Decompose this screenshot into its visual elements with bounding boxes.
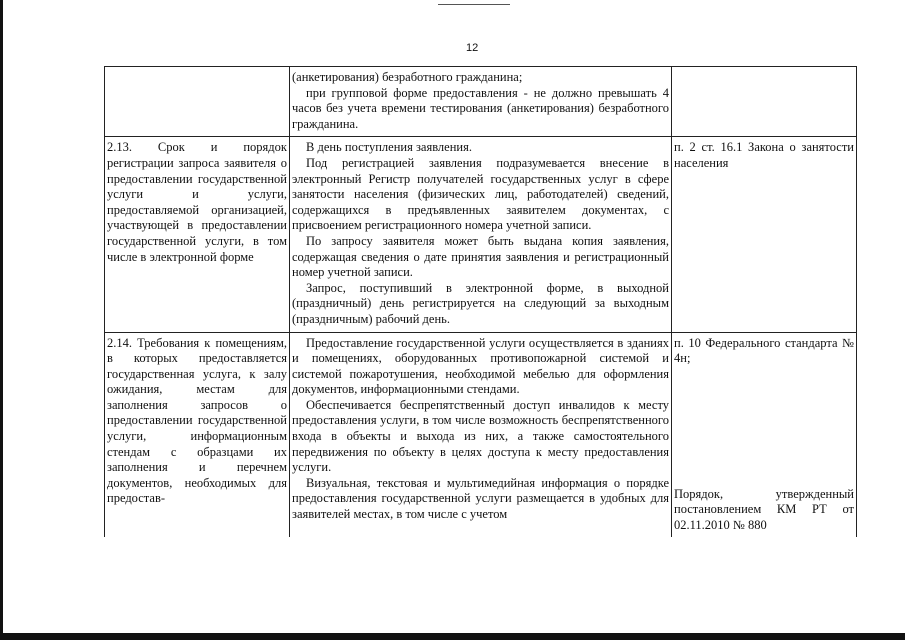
row3-content-cell [290, 332, 672, 537]
regulation-table [104, 66, 857, 537]
row1-content-cell [290, 67, 672, 137]
table-row [105, 137, 857, 332]
paragraph: (анкетирования) безработного гражданина; [292, 70, 523, 84]
scan-bottom-border [0, 633, 905, 640]
legal-basis-text: Порядок, утвержденный постановлением КМ РТ от 02.11.2010 № 880 [674, 486, 854, 532]
table-row [105, 332, 857, 537]
paragraph: Обеспечивается беспрепятственный доступ инвалидов к месту предоставления услуги, в том числе возможность беспрепятственного входа в объекты и выхода из них, а также самостоятельного передвижения по объекту в целях доступа к месту предоставления услуги. [292, 397, 669, 475]
requirement-text: 2.13. Срок и порядок регистрации запроса заявителя о предоставлении государственной услуги и услуги, предоставляемой организацией, участвующей в предоставлении государственной услуги, в том числе в электронной форме [107, 140, 287, 264]
paragraph: По запросу заявителя может быть выдана копия заявления, содержащая сведения о дате принятия заявления и регистрационный номер учетной записи. [292, 233, 669, 280]
row2-requirement-cell [105, 137, 290, 332]
row2-basis-cell [672, 137, 857, 332]
scan-top-mark [438, 4, 510, 5]
row3-basis-cell [672, 332, 857, 537]
row1-requirement-cell [105, 67, 290, 137]
paragraph: Запрос, поступивший в электронной форме, в выходной (праздничный) день регистрируется на следующий за выходным (праздничным) рабочий день. [292, 280, 669, 326]
page-number: 12 [466, 42, 479, 54]
paragraph: при групповой форме предоставления - не должно превышать 4 часов без учета времени тестирования (анкетирования) безработного гражданина. [292, 85, 669, 131]
requirement-text: 2.14. Требования к помещениям, в которых предоставляется государственная услуга, к залу ожидания, местам для заполнения запросов о предоставлении государственной услуги, информационным стендам с образцами их заполнения и перечнем документов, необходимых для предостав- [107, 335, 287, 506]
legal-basis-text: п. 10 Федерального стандарта № 4н; [674, 335, 854, 366]
row1-basis-cell [672, 67, 857, 137]
paragraph: Под регистрацией заявления подразумевается внесение в электронный Регистр получателей государственных услуг в сфере занятости населения (физических лиц, работодателей) сведений, содержащихся в предъявленных заявителем документах, с присвоением регистрационного номера учетной записи. [292, 155, 669, 233]
scan-left-border [0, 0, 3, 640]
legal-basis-text: п. 2 ст. 16.1 Закона о занятости населения [674, 140, 854, 170]
row2-content-cell [290, 137, 672, 332]
paragraph: В день поступления заявления. [306, 140, 472, 155]
paragraph: Предоставление государственной услуги осуществляется в зданиях и помещениях, оборудованных противопожарной системой и системой пожаротушения, необходимой мебелью для оформления документов, информационными стендами. [292, 335, 669, 397]
table-row [105, 67, 857, 137]
row3-requirement-cell [105, 332, 290, 537]
paragraph: Визуальная, текстовая и мультимедийная информация о порядке предоставления государственной услуги размещается в удобных для заявителей местах, в том числе с учетом [292, 475, 669, 522]
